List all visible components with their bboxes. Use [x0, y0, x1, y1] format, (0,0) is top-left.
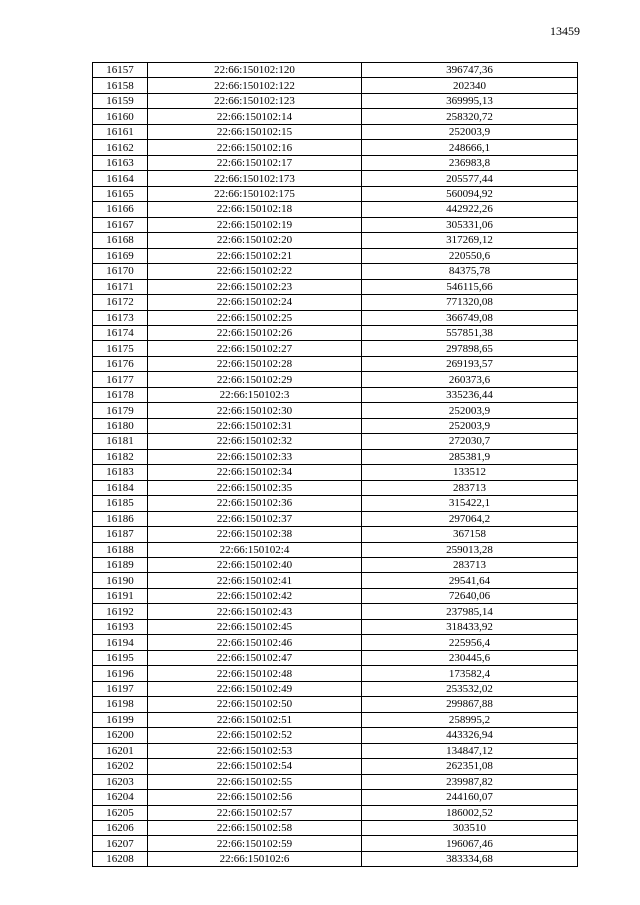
table-row — [93, 295, 578, 310]
row-number-cell: 16200 — [93, 728, 148, 743]
row-number-cell: 16191 — [93, 588, 148, 603]
row-number-cell: 16201 — [93, 743, 148, 758]
row-number-cell: 16206 — [93, 820, 148, 835]
row-number-cell: 16193 — [93, 619, 148, 634]
cadastral-number-cell: 22:66:150102:55 — [148, 774, 362, 789]
table-row — [93, 697, 578, 712]
table-row — [93, 140, 578, 155]
value-cell: 396747,36 — [362, 63, 578, 78]
table-row — [93, 372, 578, 387]
value-cell: 236983,8 — [362, 155, 578, 170]
value-cell: 186002,52 — [362, 805, 578, 820]
value-cell: 283713 — [362, 558, 578, 573]
cadastral-number-cell: 22:66:150102:56 — [148, 790, 362, 805]
row-number-cell: 16160 — [93, 109, 148, 124]
cadastral-number-cell: 22:66:150102:32 — [148, 434, 362, 449]
cadastral-number-cell: 22:66:150102:123 — [148, 93, 362, 108]
table-row — [93, 310, 578, 325]
cadastral-number-cell: 22:66:150102:4 — [148, 542, 362, 557]
row-number-cell: 16202 — [93, 759, 148, 774]
page-number: 13459 — [550, 24, 580, 38]
table-row — [93, 774, 578, 789]
cadastral-number-cell: 22:66:150102:53 — [148, 743, 362, 758]
row-number-cell: 16164 — [93, 171, 148, 186]
value-cell: 297898,65 — [362, 341, 578, 356]
value-cell: 557851,38 — [362, 325, 578, 340]
row-number-cell: 16203 — [93, 774, 148, 789]
row-number-cell: 16198 — [93, 697, 148, 712]
table-row — [93, 666, 578, 681]
value-cell: 252003,9 — [362, 418, 578, 433]
cadastral-number-cell: 22:66:150102:20 — [148, 233, 362, 248]
cadastral-number-cell: 22:66:150102:54 — [148, 759, 362, 774]
value-cell: 252003,9 — [362, 403, 578, 418]
table-row — [93, 264, 578, 279]
row-number-cell: 16172 — [93, 295, 148, 310]
cadastral-number-cell: 22:66:150102:59 — [148, 836, 362, 851]
row-number-cell: 16180 — [93, 418, 148, 433]
row-number-cell: 16186 — [93, 511, 148, 526]
row-number-cell: 16192 — [93, 604, 148, 619]
table-row — [93, 805, 578, 820]
cadastral-number-cell: 22:66:150102:22 — [148, 264, 362, 279]
row-number-cell: 16159 — [93, 93, 148, 108]
table-row — [93, 279, 578, 294]
row-number-cell: 16189 — [93, 558, 148, 573]
cadastral-number-cell: 22:66:150102:57 — [148, 805, 362, 820]
value-cell: 367158 — [362, 527, 578, 542]
table-row — [93, 836, 578, 851]
cadastral-number-cell: 22:66:150102:16 — [148, 140, 362, 155]
cadastral-number-cell: 22:66:150102:175 — [148, 186, 362, 201]
cadastral-number-cell: 22:66:150102:21 — [148, 248, 362, 263]
row-number-cell: 16167 — [93, 217, 148, 232]
cadastral-number-cell: 22:66:150102:15 — [148, 124, 362, 139]
cadastral-number-cell: 22:66:150102:37 — [148, 511, 362, 526]
cadastral-number-cell: 22:66:150102:26 — [148, 325, 362, 340]
table-row — [93, 124, 578, 139]
row-number-cell: 16199 — [93, 712, 148, 727]
table-row — [93, 743, 578, 758]
cadastral-number-cell: 22:66:150102:19 — [148, 217, 362, 232]
row-number-cell: 16179 — [93, 403, 148, 418]
table-row — [93, 434, 578, 449]
table-row — [93, 387, 578, 402]
row-number-cell: 16185 — [93, 496, 148, 511]
value-cell: 84375,78 — [362, 264, 578, 279]
cadastral-number-cell: 22:66:150102:41 — [148, 573, 362, 588]
table-row — [93, 248, 578, 263]
table-row — [93, 573, 578, 588]
row-number-cell: 16184 — [93, 480, 148, 495]
row-number-cell: 16165 — [93, 186, 148, 201]
cadastral-number-cell: 22:66:150102:35 — [148, 480, 362, 495]
value-cell: 366749,08 — [362, 310, 578, 325]
value-cell: 269193,57 — [362, 356, 578, 371]
cadastral-number-cell: 22:66:150102:6 — [148, 851, 362, 866]
row-number-cell: 16171 — [93, 279, 148, 294]
value-cell: 285381,9 — [362, 449, 578, 464]
row-number-cell: 16175 — [93, 341, 148, 356]
cadastral-number-cell: 22:66:150102:42 — [148, 588, 362, 603]
value-cell: 303510 — [362, 820, 578, 835]
value-cell: 260373,6 — [362, 372, 578, 387]
cadastral-number-cell: 22:66:150102:173 — [148, 171, 362, 186]
registry-table — [92, 62, 578, 867]
value-cell: 239987,82 — [362, 774, 578, 789]
cadastral-number-cell: 22:66:150102:17 — [148, 155, 362, 170]
cadastral-number-cell: 22:66:150102:3 — [148, 387, 362, 402]
row-number-cell: 16183 — [93, 465, 148, 480]
table-row — [93, 78, 578, 93]
value-cell: 258995,2 — [362, 712, 578, 727]
value-cell: 771320,08 — [362, 295, 578, 310]
cadastral-number-cell: 22:66:150102:28 — [148, 356, 362, 371]
table-row — [93, 341, 578, 356]
row-number-cell: 16170 — [93, 264, 148, 279]
value-cell: 299867,88 — [362, 697, 578, 712]
row-number-cell: 16187 — [93, 527, 148, 542]
row-number-cell: 16204 — [93, 790, 148, 805]
cadastral-number-cell: 22:66:150102:38 — [148, 527, 362, 542]
row-number-cell: 16169 — [93, 248, 148, 263]
value-cell: 283713 — [362, 480, 578, 495]
table-row — [93, 820, 578, 835]
value-cell: 259013,28 — [362, 542, 578, 557]
cadastral-number-cell: 22:66:150102:48 — [148, 666, 362, 681]
row-number-cell: 16174 — [93, 325, 148, 340]
table-row — [93, 93, 578, 108]
cadastral-number-cell: 22:66:150102:122 — [148, 78, 362, 93]
cadastral-number-cell: 22:66:150102:120 — [148, 63, 362, 78]
value-cell: 258320,72 — [362, 109, 578, 124]
cadastral-number-cell: 22:66:150102:52 — [148, 728, 362, 743]
cadastral-number-cell: 22:66:150102:29 — [148, 372, 362, 387]
row-number-cell: 16188 — [93, 542, 148, 557]
row-number-cell: 16178 — [93, 387, 148, 402]
table-row — [93, 233, 578, 248]
cadastral-number-cell: 22:66:150102:27 — [148, 341, 362, 356]
table-row — [93, 728, 578, 743]
value-cell: 173582,4 — [362, 666, 578, 681]
table-row — [93, 588, 578, 603]
cadastral-number-cell: 22:66:150102:46 — [148, 635, 362, 650]
table-row — [93, 63, 578, 78]
cadastral-number-cell: 22:66:150102:30 — [148, 403, 362, 418]
value-cell: 383334,68 — [362, 851, 578, 866]
cadastral-number-cell: 22:66:150102:23 — [148, 279, 362, 294]
cadastral-number-cell: 22:66:150102:40 — [148, 558, 362, 573]
row-number-cell: 16195 — [93, 650, 148, 665]
table-row — [93, 325, 578, 340]
row-number-cell: 16166 — [93, 202, 148, 217]
table-row — [93, 186, 578, 201]
value-cell: 335236,44 — [362, 387, 578, 402]
row-number-cell: 16207 — [93, 836, 148, 851]
table-row — [93, 712, 578, 727]
table-row — [93, 356, 578, 371]
row-number-cell: 16196 — [93, 666, 148, 681]
cadastral-number-cell: 22:66:150102:36 — [148, 496, 362, 511]
cadastral-number-cell: 22:66:150102:14 — [148, 109, 362, 124]
value-cell: 442922,26 — [362, 202, 578, 217]
value-cell: 72640,06 — [362, 588, 578, 603]
value-cell: 252003,9 — [362, 124, 578, 139]
value-cell: 318433,92 — [362, 619, 578, 634]
table-row — [93, 635, 578, 650]
table-row — [93, 171, 578, 186]
value-cell: 305331,06 — [362, 217, 578, 232]
row-number-cell: 16205 — [93, 805, 148, 820]
row-number-cell: 16177 — [93, 372, 148, 387]
cadastral-number-cell: 22:66:150102:33 — [148, 449, 362, 464]
table-row — [93, 619, 578, 634]
value-cell: 196067,46 — [362, 836, 578, 851]
row-number-cell: 16161 — [93, 124, 148, 139]
row-number-cell: 16181 — [93, 434, 148, 449]
cadastral-number-cell: 22:66:150102:31 — [148, 418, 362, 433]
row-number-cell: 16190 — [93, 573, 148, 588]
value-cell: 560094,92 — [362, 186, 578, 201]
table-row — [93, 155, 578, 170]
table-row — [93, 465, 578, 480]
table-body — [93, 63, 578, 867]
cadastral-number-cell: 22:66:150102:58 — [148, 820, 362, 835]
value-cell: 230445,6 — [362, 650, 578, 665]
table-row — [93, 480, 578, 495]
table-row — [93, 851, 578, 866]
cadastral-number-cell: 22:66:150102:25 — [148, 310, 362, 325]
cadastral-number-cell: 22:66:150102:45 — [148, 619, 362, 634]
row-number-cell: 16197 — [93, 681, 148, 696]
value-cell: 237985,14 — [362, 604, 578, 619]
cadastral-number-cell: 22:66:150102:43 — [148, 604, 362, 619]
value-cell: 546115,66 — [362, 279, 578, 294]
value-cell: 220550,6 — [362, 248, 578, 263]
value-cell: 202340 — [362, 78, 578, 93]
table-row — [93, 418, 578, 433]
table-row — [93, 511, 578, 526]
value-cell: 205577,44 — [362, 171, 578, 186]
table-row — [93, 527, 578, 542]
cadastral-number-cell: 22:66:150102:47 — [148, 650, 362, 665]
value-cell: 244160,07 — [362, 790, 578, 805]
table-row — [93, 109, 578, 124]
value-cell: 315422,1 — [362, 496, 578, 511]
value-cell: 317269,12 — [362, 233, 578, 248]
cadastral-number-cell: 22:66:150102:50 — [148, 697, 362, 712]
value-cell: 134847,12 — [362, 743, 578, 758]
row-number-cell: 16162 — [93, 140, 148, 155]
row-number-cell: 16173 — [93, 310, 148, 325]
value-cell: 272030,7 — [362, 434, 578, 449]
row-number-cell: 16163 — [93, 155, 148, 170]
cadastral-number-cell: 22:66:150102:24 — [148, 295, 362, 310]
row-number-cell: 16182 — [93, 449, 148, 464]
value-cell: 297064,2 — [362, 511, 578, 526]
cadastral-number-cell: 22:66:150102:18 — [148, 202, 362, 217]
table-row — [93, 449, 578, 464]
cadastral-number-cell: 22:66:150102:49 — [148, 681, 362, 696]
value-cell: 29541,64 — [362, 573, 578, 588]
table-row — [93, 759, 578, 774]
value-cell: 248666,1 — [362, 140, 578, 155]
cadastral-number-cell: 22:66:150102:34 — [148, 465, 362, 480]
value-cell: 133512 — [362, 465, 578, 480]
table-row — [93, 403, 578, 418]
table-row — [93, 202, 578, 217]
table-row — [93, 217, 578, 232]
row-number-cell: 16158 — [93, 78, 148, 93]
value-cell: 262351,08 — [362, 759, 578, 774]
table-row — [93, 542, 578, 557]
value-cell: 369995,13 — [362, 93, 578, 108]
value-cell: 443326,94 — [362, 728, 578, 743]
value-cell: 253532,02 — [362, 681, 578, 696]
value-cell: 225956,4 — [362, 635, 578, 650]
row-number-cell: 16168 — [93, 233, 148, 248]
table-row — [93, 650, 578, 665]
row-number-cell: 16194 — [93, 635, 148, 650]
row-number-cell: 16208 — [93, 851, 148, 866]
table-row — [93, 681, 578, 696]
table-row — [93, 558, 578, 573]
table-row — [93, 790, 578, 805]
row-number-cell: 16176 — [93, 356, 148, 371]
table-row — [93, 496, 578, 511]
table-row — [93, 604, 578, 619]
cadastral-number-cell: 22:66:150102:51 — [148, 712, 362, 727]
row-number-cell: 16157 — [93, 63, 148, 78]
